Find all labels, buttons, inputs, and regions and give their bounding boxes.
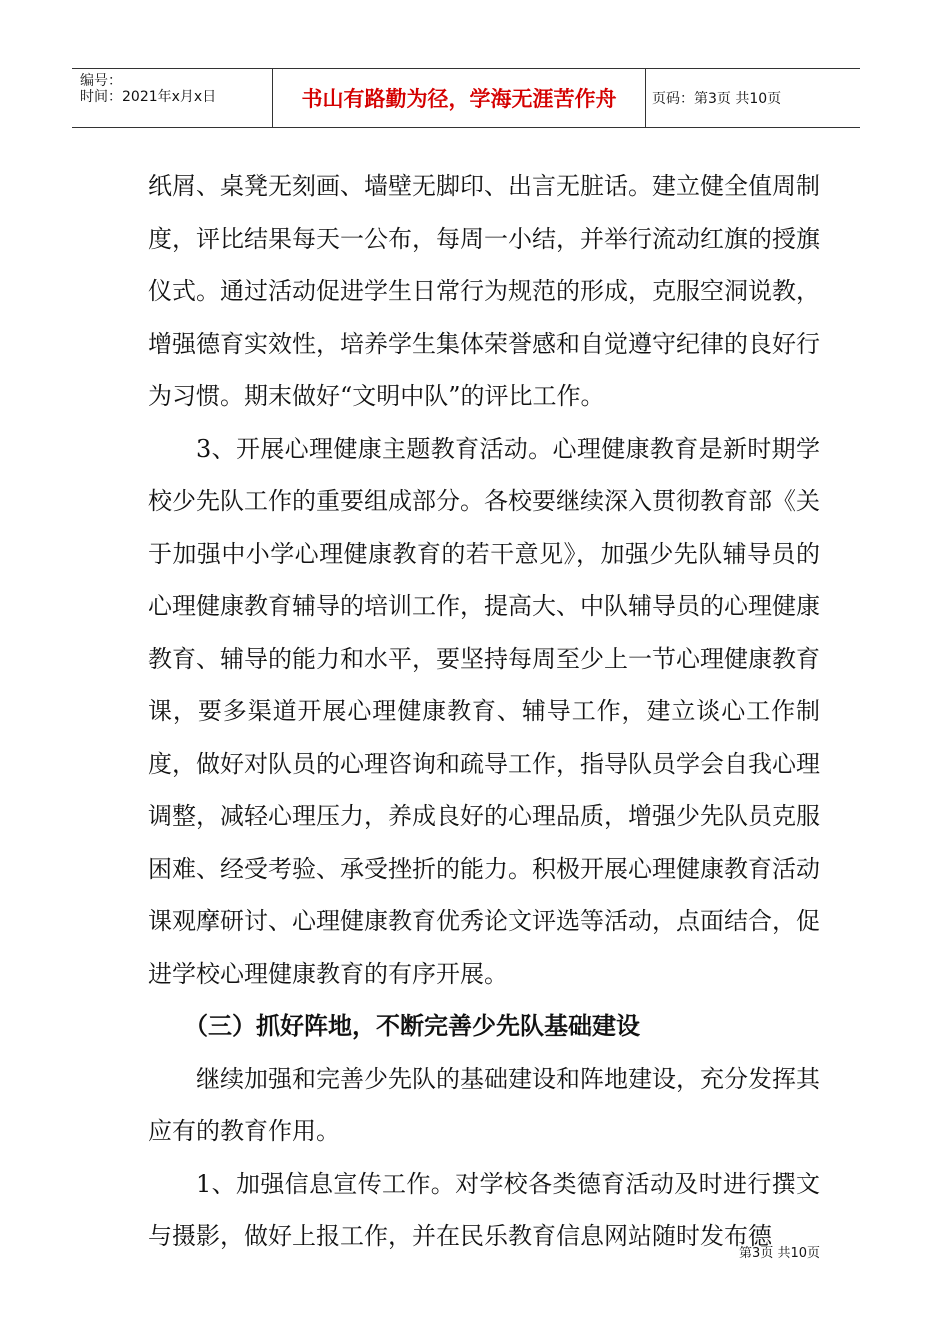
header-page-info: 页码：第3页 共10页: [652, 91, 782, 107]
time-label: 时间：2021年x月x日: [80, 89, 217, 105]
page-header: [72, 68, 860, 128]
page-footer: 第3页 共10页: [739, 1246, 820, 1261]
paragraph-publicity: 1、加强信息宣传工作。对学校各类德育活动及时进行撰文与摄影，做好上报工作，并在民乐教育信息网站随时发布德: [148, 1169, 820, 1250]
paragraph-continued: 纸屑、桌凳无刻画、墙壁无脚印、出言无脏话。建立健全值周制度，评比结果每天一公布，每周一小结，并举行流动红旗的授旗仪式。通过活动促进学生日常行为规范的形成，克服空洞说教，增强德育实效性，培养学生集体荣誉感和自觉遵守纪律的良好行为习惯。期末做好“文明中队”的评比工作。: [148, 172, 820, 410]
header-motto: 书山有路勤为径，学海无涯苦作舟: [273, 69, 646, 127]
number-label: 编号：: [80, 73, 122, 89]
paragraph-foundation: 继续加强和完善少先队的基础建设和阵地建设，充分发挥其应有的教育作用。: [148, 1064, 820, 1145]
header-meta: [72, 69, 273, 127]
document-body: [148, 160, 820, 1263]
section-heading: （三）抓好阵地，不断完善少先队基础建设: [184, 1011, 640, 1040]
paragraph-mental-health: 3、开展心理健康主题教育活动。心理健康教育是新时期学校少先队工作的重要组成部分。各校要继续深入贯彻教育部《关于加强中小学心理健康教育的若干意见》，加强少先队辅导员的心理健康教育辅导的培训工作，提高大、中队辅导员的心理健康教育、辅导的能力和水平，要坚持每周至少上一节心理健康教育课，要多渠道开展心理健康教育、辅导工作，建立谈心工作制度，做好对队员的心理咨询和疏导工作，指导队员学会自我心理调整，减轻心理压力，养成良好的心理品质，增强少先队员克服困难、经受考验、承受挫折的能力。积极开展心理健康教育活动课观摩研讨、心理健康教育优秀论文评选等活动，点面结合，促进学校心理健康教育的有序开展。: [148, 434, 820, 988]
